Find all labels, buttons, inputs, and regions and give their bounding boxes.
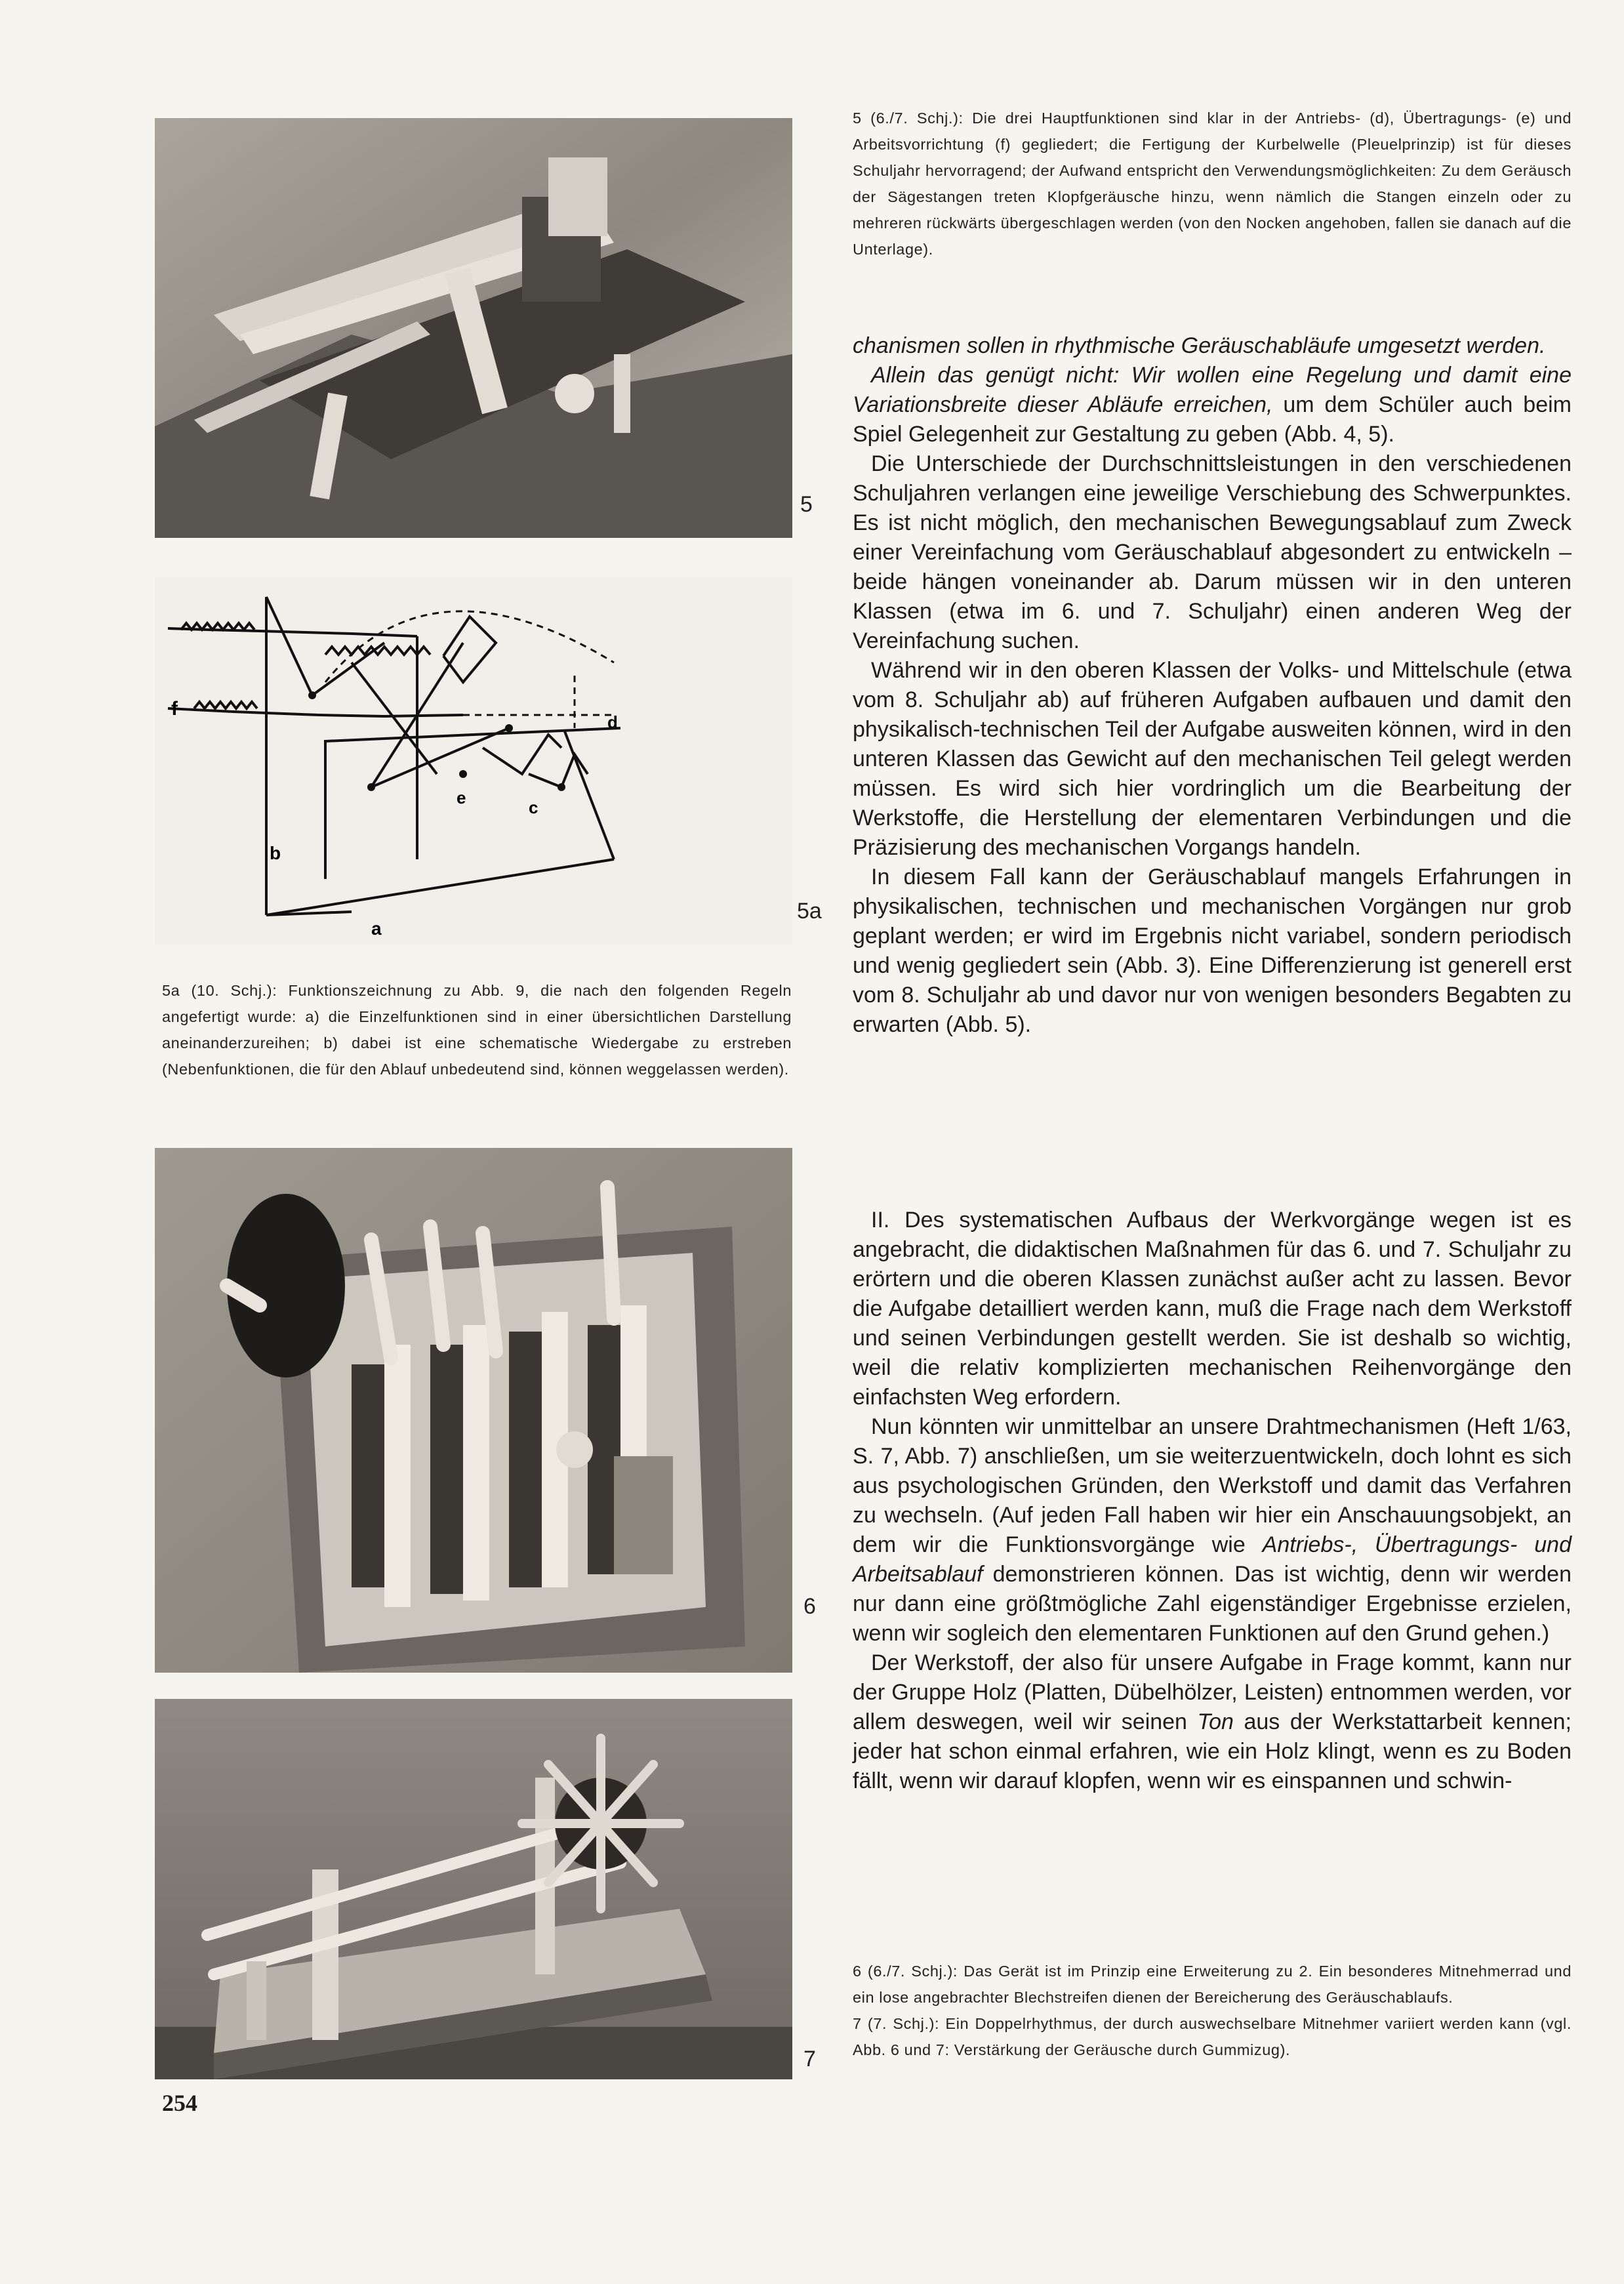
page-number: 254 xyxy=(162,2090,197,2116)
body-text-italic: Allein das genügt nicht: Wir wollen eine Regelung und damit eine Variationsbreite dieser Abläufe erreichen, xyxy=(853,363,1572,417)
photo-fig7 xyxy=(155,1699,792,2079)
body-text: Der Werkstoff, der also für unsere Aufgabe in Frage kommt, kann nur der Gruppe Holz (Platten, Dübelhölzer, Leisten) entnommen werden, vor allem deswegen, weil wir seinen xyxy=(853,1650,1572,1734)
caption-fig5-text: 5 (6./7. Schj.): Die drei Hauptfunktionen sind klar in der Antriebs- (d), Übertragungs- (e) und Arbeitsvorrichtung (f) gegliedert; die Fertigung der Kurbelwelle (Pleuelprinzip) ist für dieses Schuljahr hervorragend; der Aufwand entspricht den Verwendungsmöglichkeiten: Zu dem Geräusch der Sägestangen treten Klopfgeräusche hinzu, wenn nämlich die Stangen einzeln oder zu mehreren rückwärts übergeschlagen werden (von den Nocken angehoben, fallen sie danach auf die Unterlage). xyxy=(853,110,1572,258)
caption-fig5 xyxy=(853,105,1572,262)
body-text: Nun könnten wir unmittelbar an unsere Drahtmechanismen (Heft 1/63, S. 7, Abb. 7) anschließen, um sie weiterzuentwickeln, doch lohnt es sich aus psychologischen Gründen, den Werkstoff und damit das Verfahren zu wechseln. (Auf jeden Fall haben wir hier ein Anschauungsobjekt, an dem wir die Funktionsvorgänge wie xyxy=(853,1414,1572,1557)
body-paragraph: In diesem Fall kann der Geräuschablauf mangels Erfahrungen in physikalischen, technischen und mechanischen Vorgängen nur grob geplant werden; er wird im Ergebnis nicht variabel, sondern periodisch und wenig gegliedert sein (Abb. 3). Eine Differenzierung ist generell erst vom 8. Schuljahr ab und davor nur von wenigen besonders Begabten zu erwarten (Abb. 5). xyxy=(853,865,1572,1037)
diagram-label-d: d xyxy=(607,712,618,732)
diagram-label-a: a xyxy=(371,918,382,939)
photo-fig6 xyxy=(155,1148,792,1673)
body-text: demonstrieren können. Das ist wichtig, denn wir werden nur dann eine größtmögliche Zahl eigenständiger Ergebnisse erzielen, wenn wir sogleich den elementaren Funktionen auf den Grund gehen.) xyxy=(853,1562,1572,1646)
diagram-label-b: b xyxy=(270,843,281,863)
body-paragraph: Die Unterschiede der Durchschnittsleistungen in den verschiedenen Schuljahren verlangen eine jeweilige Verschiebung des Schwerpunktes. Es ist nicht möglich, den mechanischen Bewegungsablauf zum Zweck einer Vereinfachung vom Geräuschablauf abgesondert zu entwickeln – beide hängen voneinander ab. Darum müssen wir in den unteren Klassen (etwa im 6. und 7. Schuljahr) einen anderen Weg der Vereinfachung suchen. xyxy=(853,451,1572,653)
body-paragraph xyxy=(853,1648,1572,1796)
figure-number-5: 5 xyxy=(800,492,813,517)
body-text-italic: Antriebs-, Übertragungs- und Arbeitsablauf xyxy=(853,1532,1572,1587)
diagram-label-e: e xyxy=(457,788,466,807)
figure-number-7: 7 xyxy=(803,2047,816,2071)
body-paragraph xyxy=(853,1412,1572,1648)
figure-number-5a: 5a xyxy=(797,899,822,924)
body-paragraph xyxy=(853,361,1572,449)
diagram-label-c: c xyxy=(529,798,538,817)
body-paragraph xyxy=(853,331,1572,361)
photo-fig5 xyxy=(155,118,792,538)
body-text-italic: Ton xyxy=(1197,1709,1234,1734)
caption-fig7-text: 7 (7. Schj.): Ein Doppelrhythmus, der durch auswechselbare Mitnehmer variiert werden kann (vgl. Abb. 6 und 7: Verstärkung der Geräusche durch Gummizug). xyxy=(853,2015,1572,2058)
body-text-italic: chanismen sollen in rhythmische Geräuschabläufe umgesetzt werden. xyxy=(853,333,1546,358)
diagram-label-f: f xyxy=(171,698,178,720)
body-text-lower xyxy=(853,1206,1572,1796)
caption-fig5a xyxy=(162,977,792,1082)
caption-fig5a-text: 5a (10. Schj.): Funktionszeichnung zu Abb. 9, die nach den folgenden Regeln angefertigt wurde: a) die Einzelfunktionen sind in einer übersichtlichen Darstellung aneinanderzureihen; b) dabei ist eine schematische Wiedergabe zu erstreben (Nebenfunktionen, die für den Ablauf unbedeutend sind, können weggelassen werden). xyxy=(162,982,792,1078)
body-paragraph: Während wir in den oberen Klassen der Volks- und Mittelschule (etwa vom 8. Schuljahr ab) auf früheren Aufgaben aufbauen und damit den physikalisch-technischen Teil der Aufgabe ausweiten können, wird in den unteren Klassen das Gewicht auf den mechanischen Teil gelegt werden müssen. Es wird sich hier vordringlich um die Bearbeitung der Werkstoffe, die Herstellung der elementaren Verbindungen und die Präzisierung des mechanischen Vorgangs handeln. xyxy=(853,658,1572,860)
body-text: um dem Schüler auch beim Spiel Gelegenheit zur Gestaltung zu geben (Abb. 4, 5). xyxy=(853,392,1572,447)
caption-fig6-text: 6 (6./7. Schj.): Das Gerät ist im Prinzip eine Erweiterung zu 2. Ein besonderes Mitnehmerrad und ein lose angebrachter Blechstreifen dienen der Bereicherung des Geräuschablaufs. xyxy=(853,1963,1572,2006)
figure-number-6: 6 xyxy=(803,1594,816,1619)
body-paragraph: II. Des systematischen Aufbaus der Werkvorgänge wegen ist es angebracht, die didaktischen Maßnahmen für das 6. und 7. Schuljahr zu erörtern und die oberen Klassen zunächst außer acht zu lassen. Bevor die Aufgabe detailliert werden kann, muß die Frage nach dem Werkstoff und seinen Verbindungen gestellt werden. Sie ist deshalb so wichtig, weil die relativ komplizierten mechanischen Reihenvorgänge den einfachsten Weg erfordern. xyxy=(853,1208,1572,1410)
diagram-fig5a xyxy=(155,577,792,945)
body-text-upper xyxy=(853,331,1572,1040)
body-text: aus der Werkstattarbeit kennen; jeder hat schon einmal erfahren, wie ein Holz klingt, wenn es zu Boden fällt, wenn wir darauf klopfen, wenn wir es einspannen und schwin- xyxy=(853,1709,1572,1793)
caption-fig6-7 xyxy=(853,1958,1572,2063)
